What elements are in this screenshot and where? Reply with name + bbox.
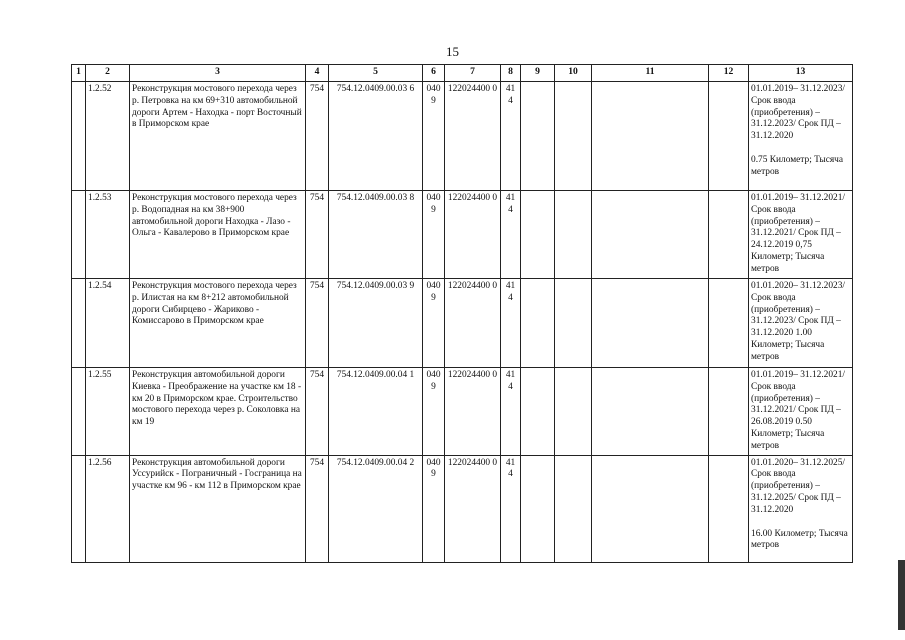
cell-col13 [749,82,853,191]
cell-col9 [521,191,555,279]
cell-col7: 122024400 0 [445,279,501,368]
term-text: 01.01.2019– 31.12.2023/ Срок ввода (приобретения) – 31.12.2023/ Срок ПД – 31.12.2020 [751,84,846,142]
cell-index: 1.2.56 [86,455,130,562]
cell-col8: 41 4 [501,368,521,456]
col-header-12: 12 [709,65,749,82]
cell-col12 [709,368,749,456]
cell-col13 [749,279,853,368]
cell-col9 [521,82,555,191]
col-header-6: 6 [423,65,445,82]
cell-col9 [521,368,555,456]
cell-col6: 040 9 [423,191,445,279]
cell-description: Реконструкция автомобильной дороги Уссурийск - Пограничный - Госграница на участке км 96 - км 112 в Приморском крае [130,455,306,562]
data-table [71,64,853,563]
cell-col10 [555,279,592,368]
cell-col8: 41 4 [501,455,521,562]
table-row [72,279,853,368]
capacity-text: 16.00 Километр; Тысяча метров [751,528,848,551]
cell-code: 754.12.0409.00.03 8 [329,191,423,279]
col-header-4: 4 [306,65,329,82]
cell-description: Реконструкция мостового перехода через р. Илистая на км 8+212 автомобильной дороги Сибирцево - Жариково - Комиссарово в Приморском крае [130,279,306,368]
col-header-3: 3 [130,65,306,82]
cell-col10 [555,191,592,279]
col-header-1: 1 [72,65,86,82]
cell-col6: 040 9 [423,368,445,456]
cell-code: 754.12.0409.00.04 1 [329,368,423,456]
cell-col8: 41 4 [501,279,521,368]
cell-col13 [749,191,853,279]
cell-col6: 040 9 [423,279,445,368]
header-row [72,65,853,82]
term-text: 01.01.2019– 31.12.2021/ Срок ввода (приобретения) – 31.12.2021/ Срок ПД – 26.08.2019 0.50 Километр; Тысяча метров [751,370,846,451]
cell-col7: 122024400 0 [445,191,501,279]
cell-index: 1.2.53 [86,191,130,279]
cell-col7: 122024400 0 [445,368,501,456]
cell-col10 [555,82,592,191]
cell-index: 1.2.55 [86,368,130,456]
cell-col9 [521,455,555,562]
cell-col1 [72,279,86,368]
cell-col10 [555,455,592,562]
capacity-text: 0.75 Километр; Тысяча метров [751,154,844,177]
cell-code: 754.12.0409.00.03 9 [329,279,423,368]
cell-col4: 754 [306,191,329,279]
cell-col7: 122024400 0 [445,82,501,191]
cell-col11 [592,82,709,191]
cell-col11 [592,191,709,279]
scan-edge-mark [898,560,905,630]
col-header-11: 11 [592,65,709,82]
cell-index: 1.2.54 [86,279,130,368]
cell-code: 754.12.0409.00.03 6 [329,82,423,191]
cell-description: Реконструкция мостового перехода через р. Петровка на км 69+310 автомобильной дороги Артем - Находка - порт Восточный в Приморском крае [130,82,306,191]
cell-col6: 040 9 [423,455,445,562]
cell-col12 [709,455,749,562]
cell-col13 [749,368,853,456]
table-row [72,191,853,279]
col-header-5: 5 [329,65,423,82]
term-text: 01.01.2019– 31.12.2021/ Срок ввода (приобретения) – 31.12.2021/ Срок ПД – 24.12.2019 0,75 Километр; Тысяча метров [751,193,846,274]
cell-col11 [592,368,709,456]
cell-col12 [709,279,749,368]
term-text: 01.01.2020– 31.12.2023/ Срок ввода (приобретения) – 31.12.2023/ Срок ПД – 31.12.2020 1.00 Километр; Тысяча метров [751,281,846,362]
cell-col13 [749,455,853,562]
cell-col8: 41 4 [501,82,521,191]
cell-col1 [72,82,86,191]
cell-col4: 754 [306,279,329,368]
cell-col11 [592,455,709,562]
term-text: 01.01.2020– 31.12.2025/ Срок ввода (приобретения) – 31.12.2025/ Срок ПД – 31.12.2020 [751,457,846,515]
col-header-10: 10 [555,65,592,82]
cell-col4: 754 [306,455,329,562]
col-header-9: 9 [521,65,555,82]
cell-col1 [72,368,86,456]
table-row [72,455,853,562]
cell-col10 [555,368,592,456]
cell-code: 754.12.0409.00.04 2 [329,455,423,562]
cell-col11 [592,279,709,368]
cell-col1 [72,455,86,562]
cell-col12 [709,82,749,191]
table-row [72,368,853,456]
cell-description: Реконструкция мостового перехода через р. Водопадная на км 38+900 автомобильной дороги Находка - Лазо - Ольга - Кавалерово в Приморском крае [130,191,306,279]
col-header-13: 13 [749,65,853,82]
col-header-8: 8 [501,65,521,82]
cell-description: Реконструкция автомобильной дороги Киевка - Преображение на участке км 18 - км 20 в Приморском крае. Строительство мостового перехода через р. Соколовка на км 19 [130,368,306,456]
cell-col7: 122024400 0 [445,455,501,562]
cell-col12 [709,191,749,279]
table-row [72,82,853,191]
cell-index: 1.2.52 [86,82,130,191]
col-header-2: 2 [86,65,130,82]
col-header-7: 7 [445,65,501,82]
cell-col4: 754 [306,82,329,191]
cell-col8: 41 4 [501,191,521,279]
page-number: 15 [446,44,459,59]
cell-col4: 754 [306,368,329,456]
cell-col6: 040 9 [423,82,445,191]
cell-col1 [72,191,86,279]
cell-col9 [521,279,555,368]
